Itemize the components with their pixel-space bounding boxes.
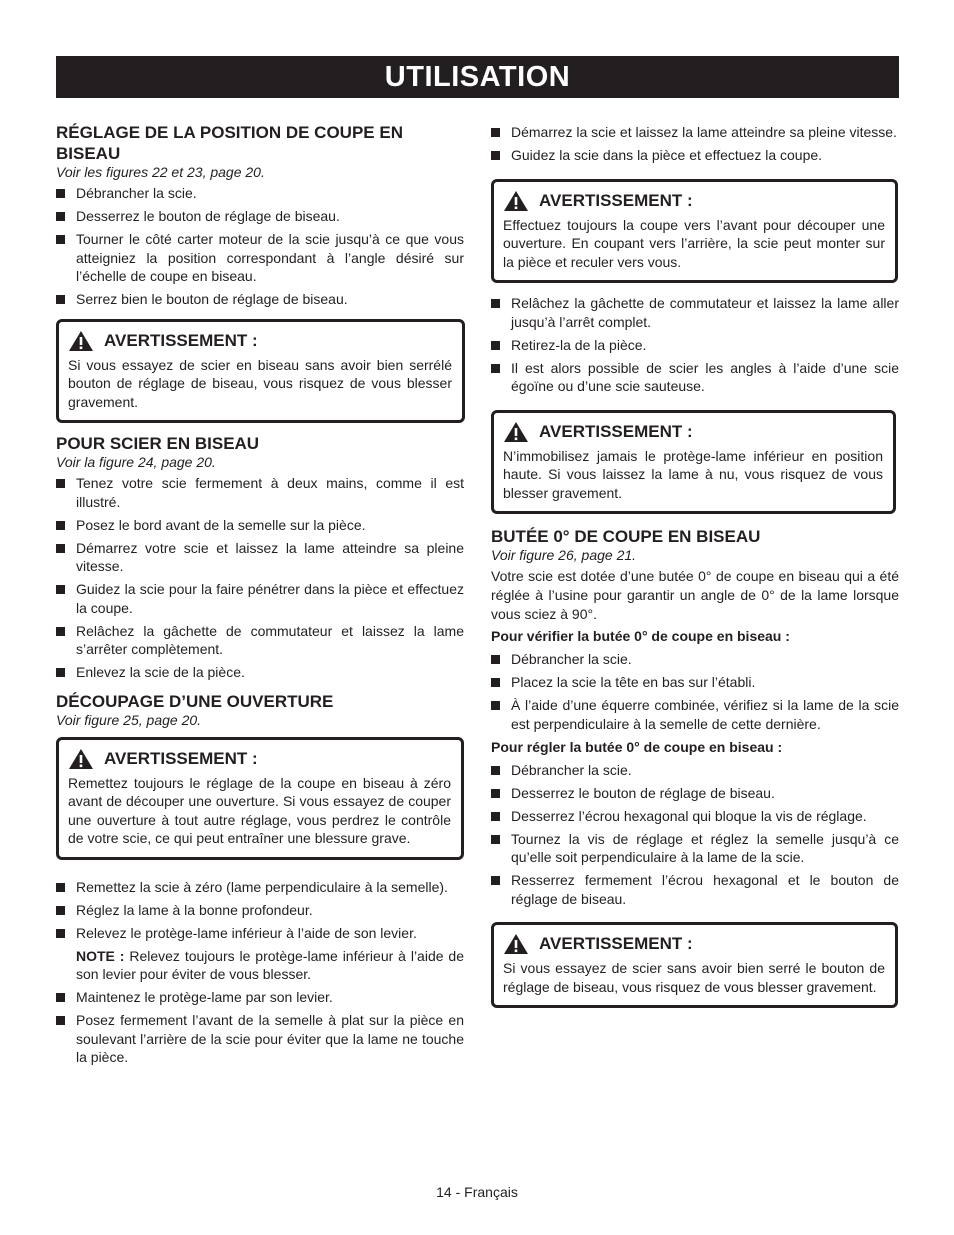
right-column bbox=[491, 123, 899, 1008]
section-heading-bevel-cut: POUR SCIER EN BISEAU bbox=[56, 434, 260, 453]
list-item: Placez la scie la tête en bas sur l’établi. bbox=[491, 673, 899, 692]
subheading-adjust: Pour régler la butée 0° de coupe en biseau : bbox=[491, 738, 783, 755]
list-item: Réglez la lame à la bonne profondeur. bbox=[56, 901, 464, 920]
list-item: Posez fermement l’avant de la semelle à plat sur la pièce en soulevant l’arrière de la scie pour éviter que la lame ne touche la pièce. bbox=[56, 1011, 464, 1067]
list-item: Démarrez votre scie et laissez la lame atteindre sa pleine vitesse. bbox=[56, 539, 464, 576]
warning-text: Si vous essayez de scier sans avoir bien serré le bouton de réglage de biseau, vous risquez de vous blesser gravement. bbox=[503, 960, 885, 995]
subheading-check: Pour vérifier la butée 0° de coupe en biseau : bbox=[491, 628, 790, 644]
list-item: Maintenez le protège-lame par son levier. bbox=[56, 988, 464, 1007]
figure-reference: Voir figure 26, page 21. bbox=[491, 547, 637, 563]
list-item: Desserrez le bouton de réglage de biseau. bbox=[491, 784, 899, 803]
bullet-list bbox=[56, 474, 464, 682]
bullet-list bbox=[56, 878, 464, 943]
warning-box bbox=[491, 410, 896, 515]
note bbox=[56, 947, 464, 984]
warning-title: AVERTISSEMENT : bbox=[104, 748, 258, 768]
warning-triangle-icon bbox=[503, 421, 529, 443]
list-item: Resserrez fermement l’écrou hexagonal et le bouton de réglage de biseau. bbox=[491, 871, 899, 908]
list-item: Serrez bien le bouton de réglage de biseau. bbox=[56, 290, 464, 309]
list-item: Guidez la scie pour la faire pénétrer dans la pièce et effectuez la coupe. bbox=[56, 580, 464, 617]
bullet-list bbox=[56, 184, 464, 309]
intro-paragraph: Votre scie est dotée d’une butée 0° de coupe en biseau qui a été réglée à l’usine pour garantir un angle de 0° de la lame lorsque vous sciez à 90°. bbox=[491, 568, 899, 622]
list-item: Retirez-la de la pièce. bbox=[491, 336, 899, 355]
list-item: Relevez le protège-lame inférieur à l’aide de son levier. bbox=[56, 924, 464, 943]
list-item: Il est alors possible de scier les angles à l’aide d’une scie égoïne ou d’une scie sauteuse. bbox=[491, 359, 899, 396]
page-footer: 14 - Français bbox=[436, 1184, 518, 1200]
list-item: Enlevez la scie de la pièce. bbox=[56, 663, 464, 682]
note-label: NOTE : bbox=[76, 947, 125, 964]
bullet-list bbox=[491, 650, 899, 733]
list-item: Relâchez la gâchette de commutateur et laissez la lame aller jusqu’à l’arrêt complet. bbox=[491, 294, 899, 331]
warning-triangle-icon bbox=[503, 933, 529, 955]
warning-box bbox=[491, 179, 898, 284]
warning-box bbox=[56, 319, 465, 424]
list-item: Relâchez la gâchette de commutateur et laissez la lame s’arrêter complètement. bbox=[56, 622, 464, 659]
list-item: Tenez votre scie fermement à deux mains, comme il est illustré. bbox=[56, 474, 464, 511]
warning-title: AVERTISSEMENT : bbox=[539, 190, 693, 210]
warning-triangle-icon bbox=[503, 190, 529, 212]
list-item: Débrancher la scie. bbox=[56, 184, 464, 203]
warning-text: Remettez toujours le réglage de la coupe en biseau à zéro avant de découper une ouverture. Si vous essayez de couper une ouverture à tout autre réglage, vous perdrez le contrôle de votre scie, ce qui peut entraîner une blessure grave. bbox=[68, 774, 451, 846]
bullet-list bbox=[491, 294, 899, 396]
warning-title: AVERTISSEMENT : bbox=[539, 421, 693, 441]
bullet-list bbox=[56, 988, 464, 1067]
bullet-list bbox=[491, 123, 899, 165]
page-title: UTILISATION bbox=[56, 56, 899, 98]
bullet-list bbox=[491, 761, 899, 909]
note-text: Relevez toujours le protège-lame inférieur à l’aide de son levier pour éviter de vous blesser. bbox=[76, 947, 464, 982]
warning-box bbox=[56, 737, 464, 860]
warning-text: N’immobilisez jamais le protège-lame inférieur en position haute. Si vous laissez la lame à nu, vous risquez de vous blesser gravement. bbox=[503, 447, 883, 501]
warning-box bbox=[491, 922, 898, 1008]
warning-text: Si vous essayez de scier en biseau sans avoir bien serrélé bouton de réglage de biseau, vous risquez de vous blesser gravement. bbox=[68, 356, 452, 410]
list-item: À l’aide d’une équerre combinée, vérifiez si la lame de la scie est perpendiculaire à la semelle de cette dernière. bbox=[491, 696, 899, 733]
section-heading-bevel-adjust: RÉGLAGE DE LA POSITION DE COUPE EN BISEAU bbox=[56, 123, 403, 163]
list-item: Tournez la vis de réglage et réglez la semelle jusqu’à ce qu’elle soit perpendiculaire à la lame de la scie. bbox=[491, 830, 899, 867]
warning-title: AVERTISSEMENT : bbox=[539, 934, 693, 953]
section-heading-bevel-stop: BUTÉE 0° DE COUPE EN BISEAU bbox=[491, 527, 761, 546]
figure-reference: Voir figure 25, page 20. bbox=[56, 711, 202, 728]
list-item: Démarrez la scie et laissez la lame atteindre sa pleine vitesse. bbox=[491, 123, 899, 142]
figure-reference: Voir la figure 24, page 20. bbox=[56, 454, 216, 470]
warning-triangle-icon bbox=[68, 748, 94, 770]
list-item: Posez le bord avant de la semelle sur la pièce. bbox=[56, 516, 464, 535]
list-item: Débrancher la scie. bbox=[491, 761, 899, 780]
warning-triangle-icon bbox=[68, 330, 94, 352]
list-item: Remettez la scie à zéro (lame perpendiculaire à la semelle). bbox=[56, 878, 464, 897]
section-heading-plunge-cut: DÉCOUPAGE D’UNE OUVERTURE bbox=[56, 691, 334, 711]
warning-text: Effectuez toujours la coupe vers l’avant pour découper une ouverture. En coupant vers l’arrière, la scie peut monter sur la pièce et reculer vers vous. bbox=[503, 216, 885, 270]
figure-reference: Voir les figures 22 et 23, page 20. bbox=[56, 164, 265, 180]
left-column bbox=[56, 122, 464, 1071]
list-item: Desserrez l’écrou hexagonal qui bloque la vis de réglage. bbox=[491, 807, 899, 826]
list-item: Guidez la scie dans la pièce et effectuez la coupe. bbox=[491, 146, 899, 165]
list-item: Débrancher la scie. bbox=[491, 650, 899, 669]
warning-title: AVERTISSEMENT : bbox=[104, 330, 258, 350]
list-item: Tourner le côté carter moteur de la scie jusqu’à ce que vous atteigniez la position correspondant à l’angle désiré sur l’échelle de coupe en biseau. bbox=[56, 230, 464, 286]
list-item: Desserrez le bouton de réglage de biseau. bbox=[56, 207, 464, 226]
